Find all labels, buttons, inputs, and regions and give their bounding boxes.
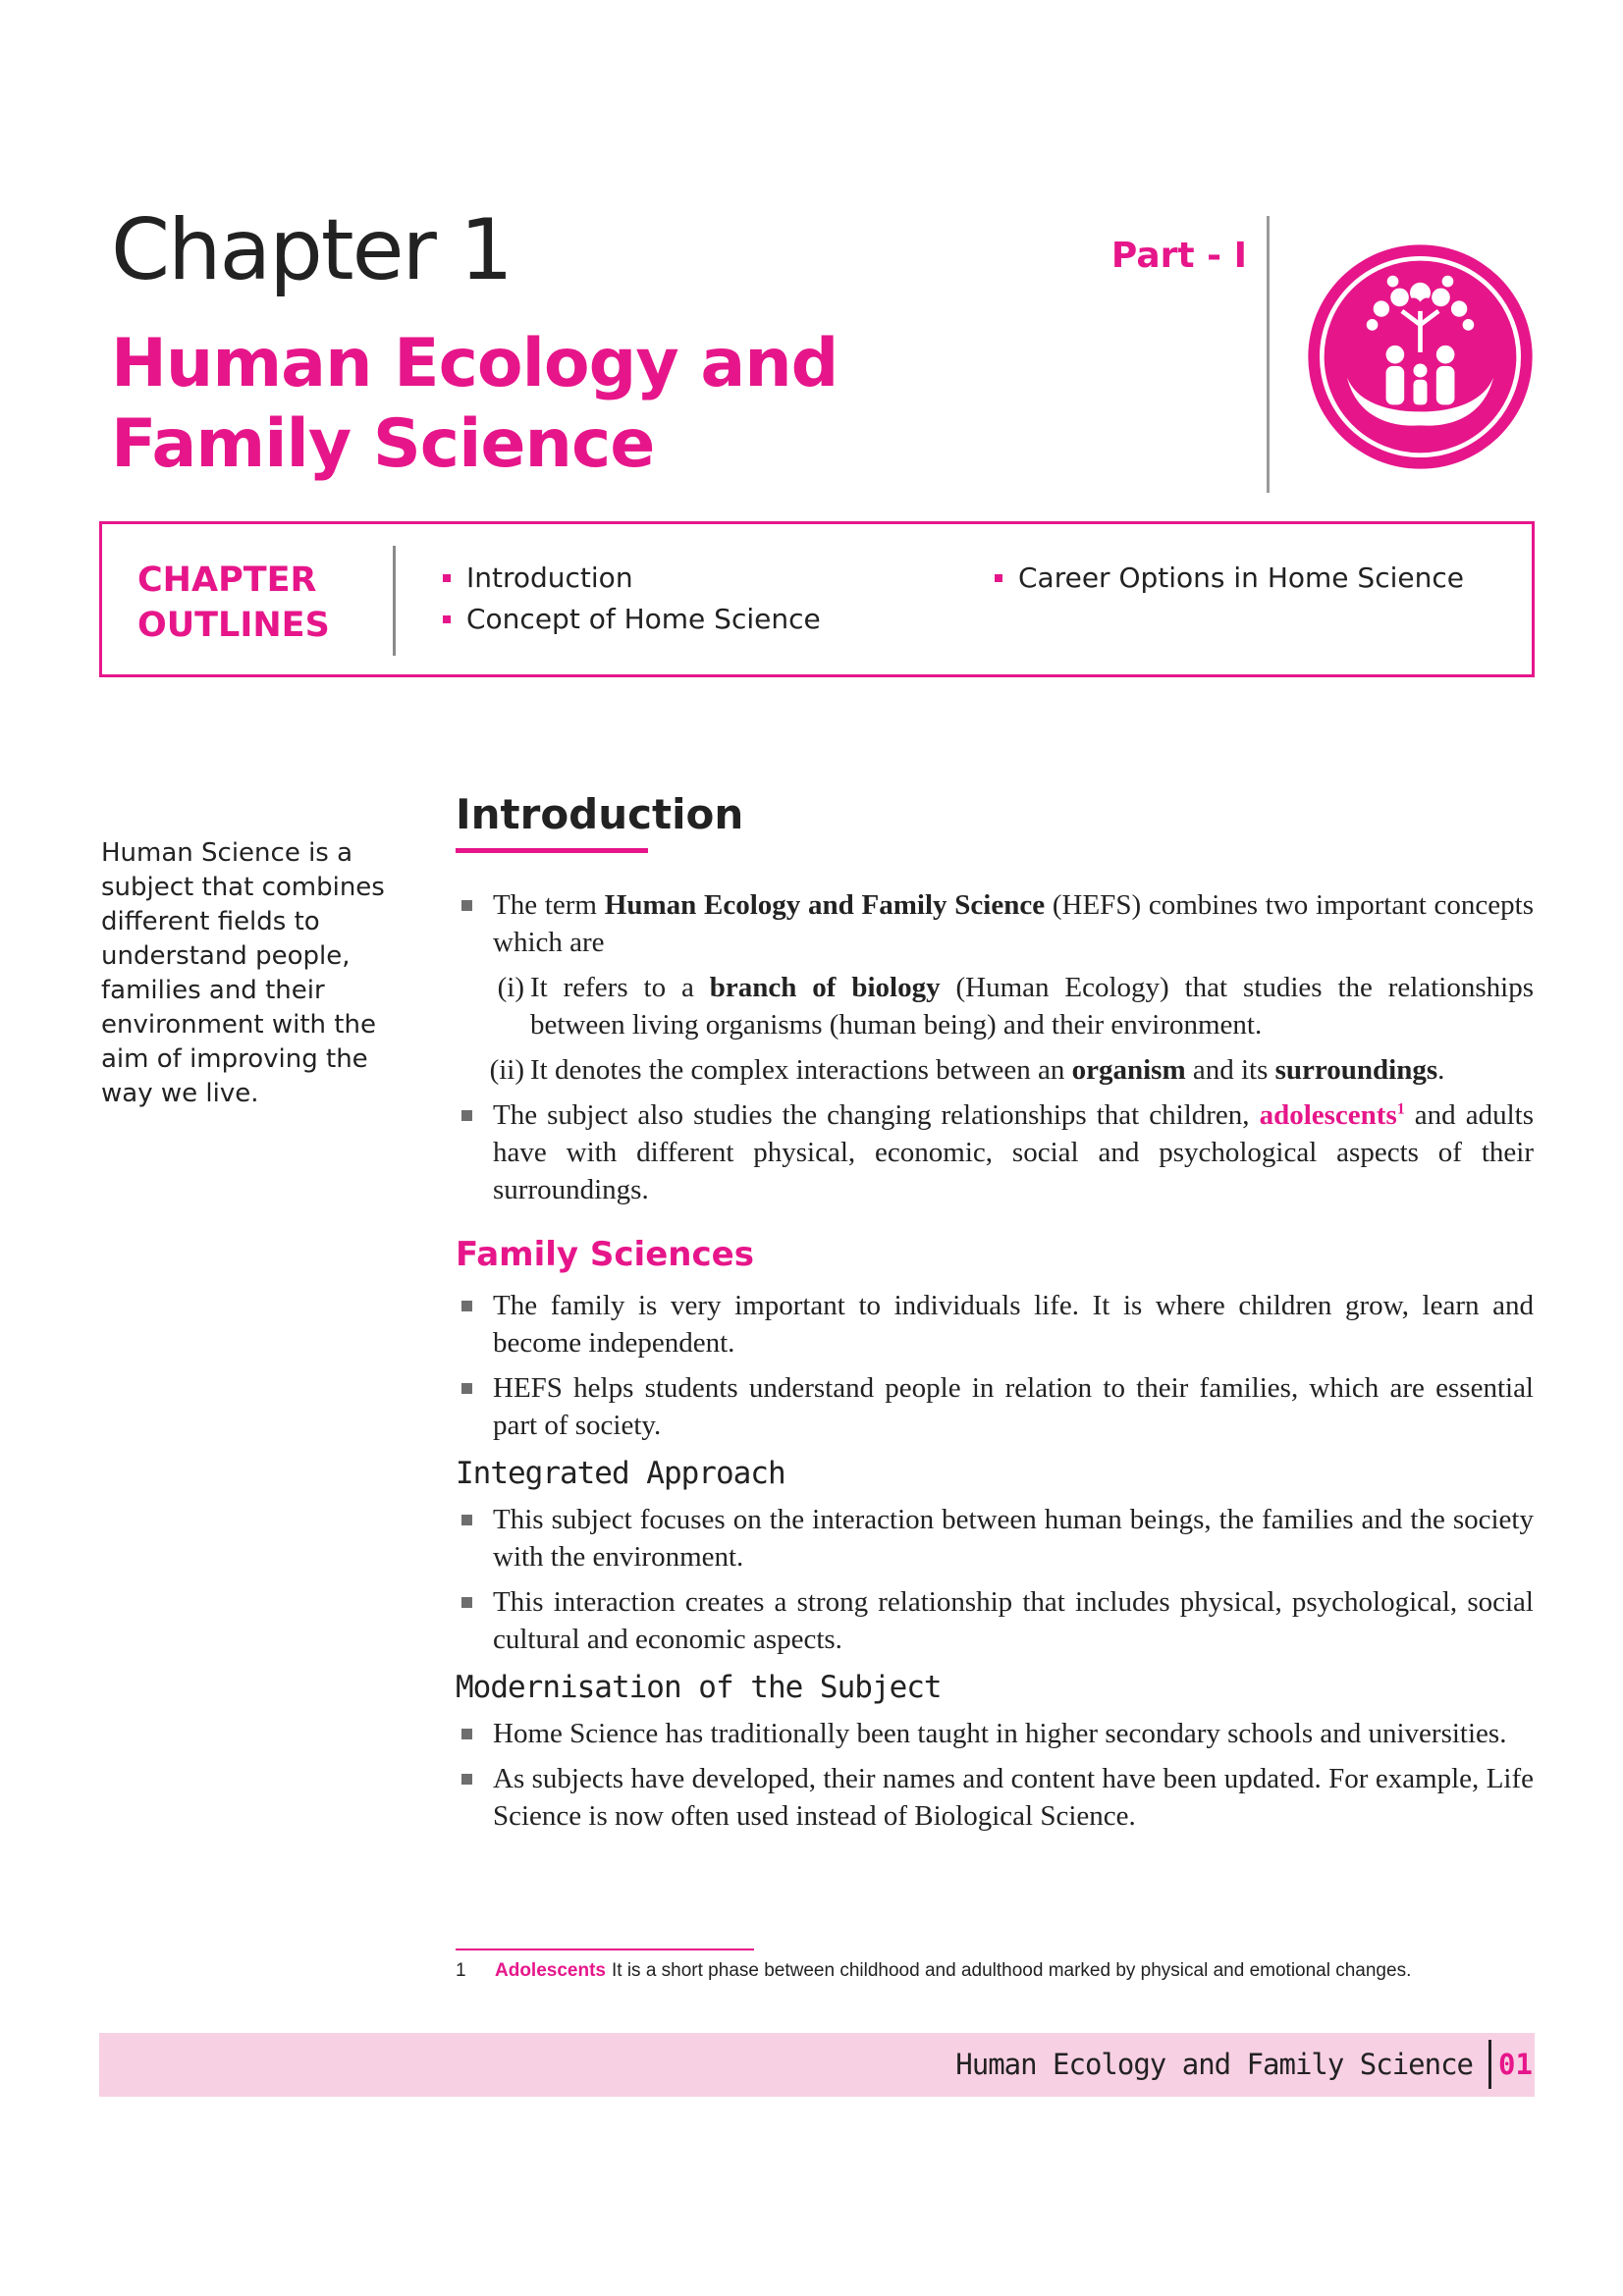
text-run: . (1437, 1054, 1445, 1086)
sub-item (456, 1051, 1534, 1089)
outline-item-label: Concept of Home Science (466, 603, 821, 635)
bullet-marker (461, 1597, 472, 1608)
outline-item-concept (443, 603, 821, 635)
footer-title: Human Ecology and Family Science (955, 2048, 1473, 2081)
footer-divider (1488, 2040, 1491, 2089)
footnote-text: It is a short phase between childhood and adulthood marked by physical and emotional changes. (611, 1960, 1412, 1981)
bullet-marker (995, 574, 1002, 582)
main-content (456, 785, 1534, 1842)
chapter-outline-box (99, 521, 1535, 677)
bullet-item (456, 1760, 1534, 1835)
bold-term: Human Ecology and Family Science (604, 889, 1046, 921)
bullet-marker (461, 1383, 472, 1394)
bullet-text: As subjects have developed, their names and content have been updated. For example, Life Science is now often used instead of Biological Science. (493, 1763, 1534, 1832)
bullet-item (456, 1583, 1534, 1658)
bullet-item (456, 1287, 1534, 1362)
footnote-number: 1 (456, 1960, 466, 1981)
text-run: It denotes the complex interactions between an (530, 1054, 1072, 1086)
glossary-term: adolescents (1259, 1099, 1397, 1131)
text-run: and adults have with different physical, economic, social and psychological aspects of their surroundings. (493, 1099, 1534, 1205)
family-tree-hands-icon (1306, 242, 1535, 471)
bullet-marker (461, 1729, 472, 1739)
bullet-marker (461, 900, 472, 911)
bullet-text: HEFS helps students understand people in relation to their families, which are essential part of society. (493, 1372, 1534, 1441)
text-run: The subject also studies the changing relationships that children, (493, 1099, 1260, 1131)
outline-divider (393, 546, 396, 656)
bullet-marker (461, 1110, 472, 1121)
outline-item-label: Career Options in Home Science (1018, 561, 1464, 594)
subheading-integrated-approach: Integrated Approach (456, 1456, 785, 1491)
bullet-marker (443, 615, 451, 623)
outline-item-careers (995, 561, 1464, 594)
section-heading-family-sciences: Family Sciences (456, 1235, 754, 1274)
text-run: and its (1185, 1054, 1275, 1086)
text-run: (Human Ecology) that studies the relationships between living organisms (human being) and their environment. (530, 972, 1534, 1041)
sub-item-number: (i) (497, 972, 524, 1003)
footnote-ref: 1 (1396, 1100, 1405, 1118)
outline-item-introduction (443, 561, 633, 594)
text-run: It refers to a (530, 972, 710, 1003)
part-label: Part - I (1110, 236, 1247, 276)
bullet-marker (461, 1774, 472, 1785)
bullet-marker (461, 1301, 472, 1311)
section-heading-introduction: Introduction (456, 790, 744, 838)
bullet-item (456, 886, 1534, 961)
side-note: Human Science is a subject that combines different fields to understand people, families and their environment with the aim of improving the way we live. (101, 838, 385, 1108)
outline-heading: CHAPTER OUTLINES (137, 561, 330, 645)
text-run: (HEFS) combines two important concepts which are (493, 889, 1535, 958)
footnote-rule (456, 1949, 754, 1950)
outline-item-label: Introduction (466, 561, 633, 594)
heading-underline (456, 848, 648, 853)
sub-item (456, 969, 1534, 1043)
bullet-item (456, 1501, 1534, 1575)
page-number: 01 (1498, 2048, 1533, 2081)
bullet-marker (443, 574, 451, 582)
bullet-item (456, 1369, 1534, 1444)
footnote-term: Adolescents (495, 1960, 606, 1981)
bold-term: organism (1071, 1054, 1186, 1086)
bullet-text: The family is very important to individuals life. It is where children grow, learn and become independent. (493, 1290, 1534, 1359)
subheading-modernisation: Modernisation of the Subject (456, 1670, 942, 1705)
bullet-text: This subject focuses on the interaction between human beings, the families and the society with the environment. (493, 1504, 1534, 1573)
bullet-text: Home Science has traditionally been taught in higher secondary schools and universities. (493, 1718, 1507, 1749)
chapter-title: Human Ecology and Family Science (111, 325, 839, 483)
header-divider (1267, 216, 1270, 493)
sub-item-number: (ii) (489, 1054, 524, 1086)
text-run: The term (493, 889, 605, 921)
bold-term: surroundings (1274, 1054, 1438, 1086)
bullet-item (456, 1096, 1534, 1208)
bullet-marker (461, 1515, 472, 1525)
bullet-text: This interaction creates a strong relationship that includes physical, psychological, social cultural and economic aspects. (493, 1586, 1534, 1655)
chapter-label: Chapter 1 (111, 201, 512, 299)
bullet-item (456, 1715, 1534, 1752)
bold-term: branch of biology (709, 972, 941, 1003)
footnote (456, 1958, 1536, 1984)
